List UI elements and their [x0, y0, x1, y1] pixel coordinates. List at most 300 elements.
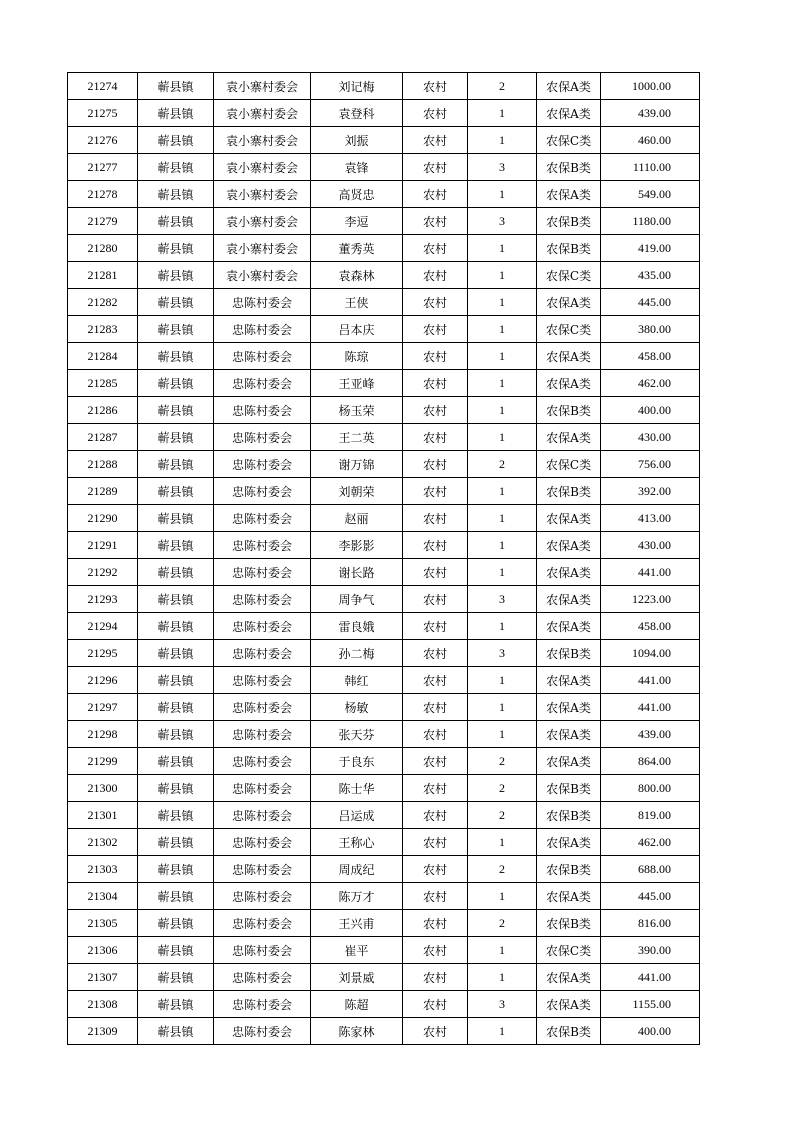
person-name-cell: 李影影 [311, 532, 403, 559]
person-name-cell: 陈士华 [311, 775, 403, 802]
table-row [68, 937, 700, 964]
residence-type-cell: 农村 [403, 991, 468, 1018]
household-size-cell: 3 [468, 586, 537, 613]
record-number-cell: 21298 [68, 721, 138, 748]
village-committee-cell: 忠陈村委会 [214, 424, 311, 451]
residence-type-cell: 农村 [403, 208, 468, 235]
residence-type-cell: 农村 [403, 856, 468, 883]
person-name-cell: 崔平 [311, 937, 403, 964]
village-committee-cell: 忠陈村委会 [214, 667, 311, 694]
amount-cell: 435.00 [601, 262, 700, 289]
table-row [68, 73, 700, 100]
amount-cell: 380.00 [601, 316, 700, 343]
insurance-category-cell: 农保A类 [537, 73, 601, 100]
record-number-cell: 21277 [68, 154, 138, 181]
person-name-cell: 韩红 [311, 667, 403, 694]
household-size-cell: 1 [468, 532, 537, 559]
residence-type-cell: 农村 [403, 667, 468, 694]
town-cell: 蕲县镇 [138, 181, 214, 208]
person-name-cell: 高贤忠 [311, 181, 403, 208]
household-size-cell: 1 [468, 1018, 537, 1045]
town-cell: 蕲县镇 [138, 883, 214, 910]
household-size-cell: 2 [468, 451, 537, 478]
household-size-cell: 2 [468, 748, 537, 775]
insurance-category-cell: 农保A类 [537, 991, 601, 1018]
residence-type-cell: 农村 [403, 775, 468, 802]
town-cell: 蕲县镇 [138, 1018, 214, 1045]
residence-type-cell: 农村 [403, 316, 468, 343]
record-number-cell: 21304 [68, 883, 138, 910]
town-cell: 蕲县镇 [138, 289, 214, 316]
record-number-cell: 21276 [68, 127, 138, 154]
person-name-cell: 赵丽 [311, 505, 403, 532]
person-name-cell: 刘景威 [311, 964, 403, 991]
household-size-cell: 2 [468, 856, 537, 883]
town-cell: 蕲县镇 [138, 316, 214, 343]
town-cell: 蕲县镇 [138, 451, 214, 478]
table-row [68, 748, 700, 775]
insurance-category-cell: 农保A类 [537, 505, 601, 532]
amount-cell: 800.00 [601, 775, 700, 802]
roster-body [68, 73, 700, 1045]
person-name-cell: 周争气 [311, 586, 403, 613]
insurance-category-cell: 农保A类 [537, 829, 601, 856]
insurance-category-cell: 农保A类 [537, 181, 601, 208]
amount-cell: 1000.00 [601, 73, 700, 100]
town-cell: 蕲县镇 [138, 235, 214, 262]
insurance-category-cell: 农保A类 [537, 424, 601, 451]
town-cell: 蕲县镇 [138, 991, 214, 1018]
amount-cell: 419.00 [601, 235, 700, 262]
town-cell: 蕲县镇 [138, 802, 214, 829]
person-name-cell: 周成纪 [311, 856, 403, 883]
household-size-cell: 2 [468, 73, 537, 100]
record-number-cell: 21289 [68, 478, 138, 505]
household-size-cell: 1 [468, 370, 537, 397]
roster-table [67, 72, 700, 1045]
amount-cell: 430.00 [601, 424, 700, 451]
household-size-cell: 1 [468, 937, 537, 964]
person-name-cell: 王称心 [311, 829, 403, 856]
residence-type-cell: 农村 [403, 694, 468, 721]
town-cell: 蕲县镇 [138, 586, 214, 613]
table-row [68, 397, 700, 424]
person-name-cell: 陈万才 [311, 883, 403, 910]
residence-type-cell: 农村 [403, 532, 468, 559]
person-name-cell: 刘记梅 [311, 73, 403, 100]
village-committee-cell: 忠陈村委会 [214, 883, 311, 910]
insurance-category-cell: 农保B类 [537, 235, 601, 262]
insurance-category-cell: 农保A类 [537, 100, 601, 127]
insurance-category-cell: 农保B类 [537, 1018, 601, 1045]
record-number-cell: 21285 [68, 370, 138, 397]
village-committee-cell: 忠陈村委会 [214, 478, 311, 505]
table-row [68, 127, 700, 154]
insurance-category-cell: 农保B类 [537, 775, 601, 802]
town-cell: 蕲县镇 [138, 694, 214, 721]
table-row [68, 100, 700, 127]
residence-type-cell: 农村 [403, 289, 468, 316]
record-number-cell: 21288 [68, 451, 138, 478]
town-cell: 蕲县镇 [138, 370, 214, 397]
table-row [68, 910, 700, 937]
insurance-category-cell: 农保B类 [537, 802, 601, 829]
amount-cell: 462.00 [601, 829, 700, 856]
household-size-cell: 1 [468, 505, 537, 532]
residence-type-cell: 农村 [403, 883, 468, 910]
person-name-cell: 吕本庆 [311, 316, 403, 343]
person-name-cell: 王亚峰 [311, 370, 403, 397]
insurance-category-cell: 农保B类 [537, 478, 601, 505]
record-number-cell: 21299 [68, 748, 138, 775]
household-size-cell: 2 [468, 802, 537, 829]
insurance-category-cell: 农保A类 [537, 343, 601, 370]
insurance-category-cell: 农保B类 [537, 856, 601, 883]
residence-type-cell: 农村 [403, 424, 468, 451]
person-name-cell: 谢万锦 [311, 451, 403, 478]
residence-type-cell: 农村 [403, 397, 468, 424]
residence-type-cell: 农村 [403, 343, 468, 370]
village-committee-cell: 忠陈村委会 [214, 559, 311, 586]
village-committee-cell: 袁小寨村委会 [214, 154, 311, 181]
amount-cell: 1094.00 [601, 640, 700, 667]
village-committee-cell: 忠陈村委会 [214, 991, 311, 1018]
record-number-cell: 21302 [68, 829, 138, 856]
person-name-cell: 袁锋 [311, 154, 403, 181]
person-name-cell: 刘振 [311, 127, 403, 154]
insurance-category-cell: 农保A类 [537, 667, 601, 694]
household-size-cell: 1 [468, 181, 537, 208]
record-number-cell: 21292 [68, 559, 138, 586]
table-row [68, 181, 700, 208]
amount-cell: 816.00 [601, 910, 700, 937]
person-name-cell: 李逗 [311, 208, 403, 235]
amount-cell: 441.00 [601, 667, 700, 694]
insurance-category-cell: 农保A类 [537, 694, 601, 721]
table-row [68, 316, 700, 343]
person-name-cell: 王侠 [311, 289, 403, 316]
town-cell: 蕲县镇 [138, 721, 214, 748]
household-size-cell: 1 [468, 964, 537, 991]
village-committee-cell: 袁小寨村委会 [214, 73, 311, 100]
residence-type-cell: 农村 [403, 73, 468, 100]
person-name-cell: 杨敏 [311, 694, 403, 721]
amount-cell: 441.00 [601, 559, 700, 586]
table-row [68, 721, 700, 748]
person-name-cell: 王兴甫 [311, 910, 403, 937]
amount-cell: 439.00 [601, 721, 700, 748]
town-cell: 蕲县镇 [138, 640, 214, 667]
town-cell: 蕲县镇 [138, 964, 214, 991]
town-cell: 蕲县镇 [138, 505, 214, 532]
residence-type-cell: 农村 [403, 721, 468, 748]
household-size-cell: 1 [468, 424, 537, 451]
record-number-cell: 21306 [68, 937, 138, 964]
household-size-cell: 3 [468, 208, 537, 235]
amount-cell: 400.00 [601, 397, 700, 424]
person-name-cell: 陈超 [311, 991, 403, 1018]
residence-type-cell: 农村 [403, 613, 468, 640]
amount-cell: 458.00 [601, 613, 700, 640]
insurance-category-cell: 农保C类 [537, 937, 601, 964]
village-committee-cell: 忠陈村委会 [214, 856, 311, 883]
insurance-category-cell: 农保A类 [537, 370, 601, 397]
table-row [68, 586, 700, 613]
table-row [68, 775, 700, 802]
village-committee-cell: 忠陈村委会 [214, 397, 311, 424]
village-committee-cell: 忠陈村委会 [214, 910, 311, 937]
village-committee-cell: 袁小寨村委会 [214, 100, 311, 127]
person-name-cell: 陈琼 [311, 343, 403, 370]
town-cell: 蕲县镇 [138, 100, 214, 127]
residence-type-cell: 农村 [403, 937, 468, 964]
table-row [68, 343, 700, 370]
village-committee-cell: 忠陈村委会 [214, 802, 311, 829]
household-size-cell: 1 [468, 100, 537, 127]
record-number-cell: 21283 [68, 316, 138, 343]
household-size-cell: 1 [468, 127, 537, 154]
insurance-category-cell: 农保B类 [537, 154, 601, 181]
residence-type-cell: 农村 [403, 964, 468, 991]
residence-type-cell: 农村 [403, 505, 468, 532]
record-number-cell: 21278 [68, 181, 138, 208]
insurance-category-cell: 农保A类 [537, 721, 601, 748]
household-size-cell: 1 [468, 397, 537, 424]
amount-cell: 1180.00 [601, 208, 700, 235]
village-committee-cell: 忠陈村委会 [214, 937, 311, 964]
record-number-cell: 21300 [68, 775, 138, 802]
household-size-cell: 1 [468, 559, 537, 586]
record-number-cell: 21286 [68, 397, 138, 424]
insurance-category-cell: 农保A类 [537, 586, 601, 613]
record-number-cell: 21309 [68, 1018, 138, 1045]
amount-cell: 413.00 [601, 505, 700, 532]
household-size-cell: 1 [468, 721, 537, 748]
person-name-cell: 孙二梅 [311, 640, 403, 667]
household-size-cell: 1 [468, 316, 537, 343]
insurance-category-cell: 农保A类 [537, 964, 601, 991]
table-row [68, 478, 700, 505]
residence-type-cell: 农村 [403, 748, 468, 775]
residence-type-cell: 农村 [403, 586, 468, 613]
person-name-cell: 袁登科 [311, 100, 403, 127]
village-committee-cell: 袁小寨村委会 [214, 262, 311, 289]
town-cell: 蕲县镇 [138, 937, 214, 964]
town-cell: 蕲县镇 [138, 613, 214, 640]
record-number-cell: 21274 [68, 73, 138, 100]
village-committee-cell: 忠陈村委会 [214, 1018, 311, 1045]
household-size-cell: 1 [468, 262, 537, 289]
insurance-category-cell: 农保B类 [537, 397, 601, 424]
village-committee-cell: 忠陈村委会 [214, 586, 311, 613]
record-number-cell: 21296 [68, 667, 138, 694]
table-row [68, 370, 700, 397]
insurance-category-cell: 农保B类 [537, 640, 601, 667]
town-cell: 蕲县镇 [138, 208, 214, 235]
town-cell: 蕲县镇 [138, 910, 214, 937]
residence-type-cell: 农村 [403, 235, 468, 262]
town-cell: 蕲县镇 [138, 154, 214, 181]
person-name-cell: 谢长路 [311, 559, 403, 586]
amount-cell: 819.00 [601, 802, 700, 829]
household-size-cell: 1 [468, 343, 537, 370]
village-committee-cell: 忠陈村委会 [214, 451, 311, 478]
amount-cell: 458.00 [601, 343, 700, 370]
village-committee-cell: 忠陈村委会 [214, 721, 311, 748]
table-row [68, 883, 700, 910]
record-number-cell: 21308 [68, 991, 138, 1018]
residence-type-cell: 农村 [403, 262, 468, 289]
table-row [68, 640, 700, 667]
table-row [68, 505, 700, 532]
table-row [68, 154, 700, 181]
household-size-cell: 1 [468, 235, 537, 262]
person-name-cell: 陈家林 [311, 1018, 403, 1045]
amount-cell: 1223.00 [601, 586, 700, 613]
insurance-category-cell: 农保A类 [537, 532, 601, 559]
table-row [68, 991, 700, 1018]
record-number-cell: 21295 [68, 640, 138, 667]
village-committee-cell: 袁小寨村委会 [214, 208, 311, 235]
insurance-category-cell: 农保C类 [537, 127, 601, 154]
village-committee-cell: 忠陈村委会 [214, 775, 311, 802]
town-cell: 蕲县镇 [138, 73, 214, 100]
residence-type-cell: 农村 [403, 910, 468, 937]
town-cell: 蕲县镇 [138, 532, 214, 559]
amount-cell: 1155.00 [601, 991, 700, 1018]
village-committee-cell: 忠陈村委会 [214, 289, 311, 316]
insurance-category-cell: 农保C类 [537, 262, 601, 289]
household-size-cell: 1 [468, 478, 537, 505]
amount-cell: 400.00 [601, 1018, 700, 1045]
amount-cell: 549.00 [601, 181, 700, 208]
residence-type-cell: 农村 [403, 829, 468, 856]
table-row [68, 694, 700, 721]
amount-cell: 756.00 [601, 451, 700, 478]
town-cell: 蕲县镇 [138, 559, 214, 586]
residence-type-cell: 农村 [403, 100, 468, 127]
town-cell: 蕲县镇 [138, 397, 214, 424]
amount-cell: 688.00 [601, 856, 700, 883]
household-size-cell: 2 [468, 910, 537, 937]
amount-cell: 445.00 [601, 883, 700, 910]
household-size-cell: 1 [468, 667, 537, 694]
insurance-category-cell: 农保B类 [537, 910, 601, 937]
amount-cell: 390.00 [601, 937, 700, 964]
amount-cell: 441.00 [601, 964, 700, 991]
town-cell: 蕲县镇 [138, 478, 214, 505]
village-committee-cell: 忠陈村委会 [214, 613, 311, 640]
record-number-cell: 21305 [68, 910, 138, 937]
record-number-cell: 21301 [68, 802, 138, 829]
residence-type-cell: 农村 [403, 640, 468, 667]
household-size-cell: 1 [468, 694, 537, 721]
table-row [68, 613, 700, 640]
amount-cell: 445.00 [601, 289, 700, 316]
household-size-cell: 1 [468, 883, 537, 910]
insurance-category-cell: 农保B类 [537, 208, 601, 235]
village-committee-cell: 忠陈村委会 [214, 505, 311, 532]
record-number-cell: 21290 [68, 505, 138, 532]
table-row [68, 262, 700, 289]
residence-type-cell: 农村 [403, 451, 468, 478]
village-committee-cell: 忠陈村委会 [214, 640, 311, 667]
table-row [68, 289, 700, 316]
record-number-cell: 21284 [68, 343, 138, 370]
amount-cell: 864.00 [601, 748, 700, 775]
person-name-cell: 王二英 [311, 424, 403, 451]
town-cell: 蕲县镇 [138, 856, 214, 883]
table-row [68, 667, 700, 694]
table-row [68, 856, 700, 883]
amount-cell: 430.00 [601, 532, 700, 559]
amount-cell: 1110.00 [601, 154, 700, 181]
record-number-cell: 21307 [68, 964, 138, 991]
household-size-cell: 1 [468, 289, 537, 316]
household-size-cell: 3 [468, 154, 537, 181]
town-cell: 蕲县镇 [138, 775, 214, 802]
record-number-cell: 21297 [68, 694, 138, 721]
town-cell: 蕲县镇 [138, 127, 214, 154]
village-committee-cell: 忠陈村委会 [214, 370, 311, 397]
record-number-cell: 21282 [68, 289, 138, 316]
person-name-cell: 吕运成 [311, 802, 403, 829]
town-cell: 蕲县镇 [138, 343, 214, 370]
village-committee-cell: 忠陈村委会 [214, 748, 311, 775]
insurance-category-cell: 农保A类 [537, 883, 601, 910]
record-number-cell: 21287 [68, 424, 138, 451]
table-row [68, 1018, 700, 1045]
person-name-cell: 袁森林 [311, 262, 403, 289]
household-size-cell: 1 [468, 613, 537, 640]
village-committee-cell: 忠陈村委会 [214, 343, 311, 370]
person-name-cell: 董秀英 [311, 235, 403, 262]
residence-type-cell: 农村 [403, 1018, 468, 1045]
town-cell: 蕲县镇 [138, 829, 214, 856]
amount-cell: 441.00 [601, 694, 700, 721]
table-row [68, 235, 700, 262]
village-committee-cell: 忠陈村委会 [214, 694, 311, 721]
household-size-cell: 2 [468, 775, 537, 802]
person-name-cell: 于良东 [311, 748, 403, 775]
residence-type-cell: 农村 [403, 559, 468, 586]
amount-cell: 392.00 [601, 478, 700, 505]
town-cell: 蕲县镇 [138, 262, 214, 289]
table-row [68, 802, 700, 829]
insurance-category-cell: 农保C类 [537, 451, 601, 478]
person-name-cell: 雷良娥 [311, 613, 403, 640]
insurance-category-cell: 农保A类 [537, 613, 601, 640]
town-cell: 蕲县镇 [138, 424, 214, 451]
table-row [68, 964, 700, 991]
village-committee-cell: 忠陈村委会 [214, 532, 311, 559]
residence-type-cell: 农村 [403, 181, 468, 208]
record-number-cell: 21303 [68, 856, 138, 883]
record-number-cell: 21294 [68, 613, 138, 640]
record-number-cell: 21281 [68, 262, 138, 289]
village-committee-cell: 忠陈村委会 [214, 829, 311, 856]
person-name-cell: 刘朝荣 [311, 478, 403, 505]
insurance-category-cell: 农保A类 [537, 748, 601, 775]
record-number-cell: 21293 [68, 586, 138, 613]
household-size-cell: 3 [468, 991, 537, 1018]
village-committee-cell: 忠陈村委会 [214, 316, 311, 343]
table-row [68, 208, 700, 235]
insurance-category-cell: 农保C类 [537, 316, 601, 343]
record-number-cell: 21280 [68, 235, 138, 262]
village-committee-cell: 袁小寨村委会 [214, 235, 311, 262]
table-row [68, 532, 700, 559]
